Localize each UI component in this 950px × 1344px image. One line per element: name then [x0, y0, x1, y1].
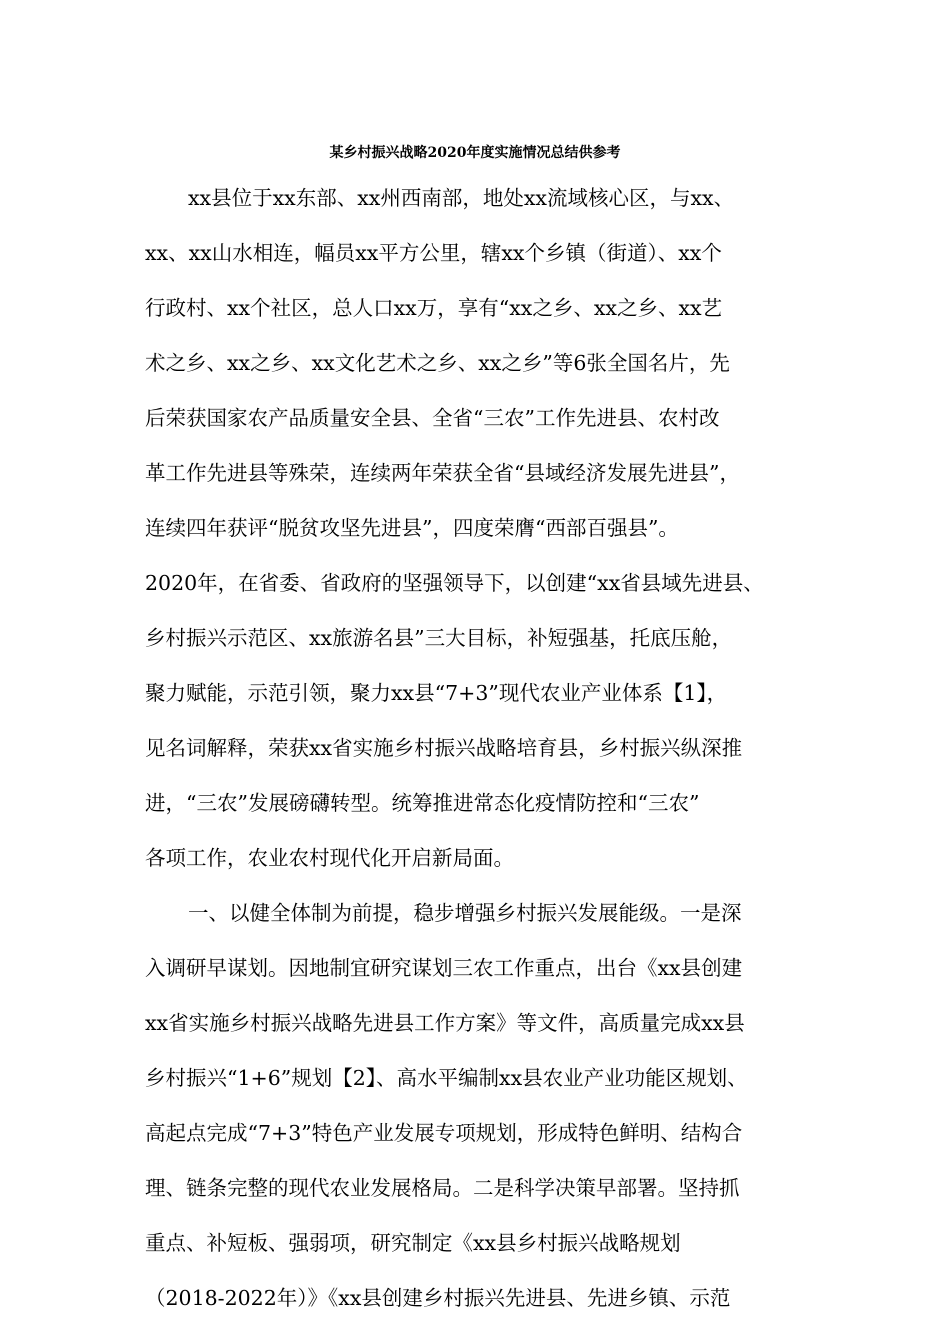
paragraph-line: 重点、补短板、强弱项，研究制定《xx县乡村振兴战略规划: [145, 1231, 681, 1255]
paragraph-line: 连续四年获评“脱贫攻坚先进县”，四度荣膺“西部百强县”。: [145, 516, 679, 540]
paragraph-line: xx县位于xx东部、xx州西南部，地处xx流域核心区，与xx、: [188, 186, 735, 210]
paragraph-line: xx、xx山水相连，幅员xx平方公里，辖xx个乡镇（街道）、xx个: [145, 241, 722, 265]
paragraph-line: 术之乡、xx之乡、xx文化艺术之乡、xx之乡”等6张全国名片，先: [145, 351, 730, 375]
paragraph-line: 各项工作，农业农村现代化开启新局面。: [145, 846, 514, 870]
paragraph-line: 高起点完成“7+3”特色产业发展专项规划，形成特色鲜明、结构合: [145, 1121, 743, 1145]
paragraph-line: 一、以健全体制为前提，稳步增强乡村振兴发展能级。一是深: [188, 901, 742, 925]
paragraph-line: 革工作先进县等殊荣，连续两年荣获全省“县域经济发展先进县”，: [145, 461, 740, 485]
paragraph-line: 后荣获国家农产品质量安全县、全省“三农”工作先进县、农村改: [145, 406, 720, 430]
paragraph-line: 乡村振兴示范区、xx旅游名县”三大目标，补短强基，托底压舱，: [145, 626, 733, 650]
paragraph-line: （2018-2022年）》《xx县创建乡村振兴先进县、先进乡镇、示范: [145, 1286, 731, 1310]
paragraph-line: 入调研早谋划。因地制宜研究谋划三农工作重点，出台《xx县创建: [145, 956, 743, 980]
paragraph-line: 行政村、xx个社区，总人口xx万，享有“xx之乡、xx之乡、xx艺: [145, 296, 723, 320]
document-title: 某乡村振兴战略2020年度实施情况总结供参考: [329, 145, 621, 161]
paragraph-line: 聚力赋能，示范引领，聚力xx县“7+3”现代农业产业体系【1】，: [145, 681, 728, 705]
paragraph-line: 乡村振兴“1+6”规划【2】、高水平编制xx县农业产业功能区规划、: [145, 1066, 748, 1090]
paragraph-line: 见名词解释，荣获xx省实施乡村振兴战略培育县，乡村振兴纵深推: [145, 736, 743, 760]
paragraph-line: 理、链条完整的现代农业发展格局。二是科学决策早部署。坚持抓: [145, 1176, 740, 1200]
paragraph-line: xx省实施乡村振兴战略先进县工作方案》等文件，高质量完成xx县: [145, 1011, 745, 1035]
paragraph-line: 2020年，在省委、省政府的坚强领导下，以创建“xx省县域先进县、: [145, 571, 764, 595]
paragraph-line: 进，“三农”发展磅礴转型。统筹推进常态化疫情防控和“三农”: [145, 791, 700, 815]
